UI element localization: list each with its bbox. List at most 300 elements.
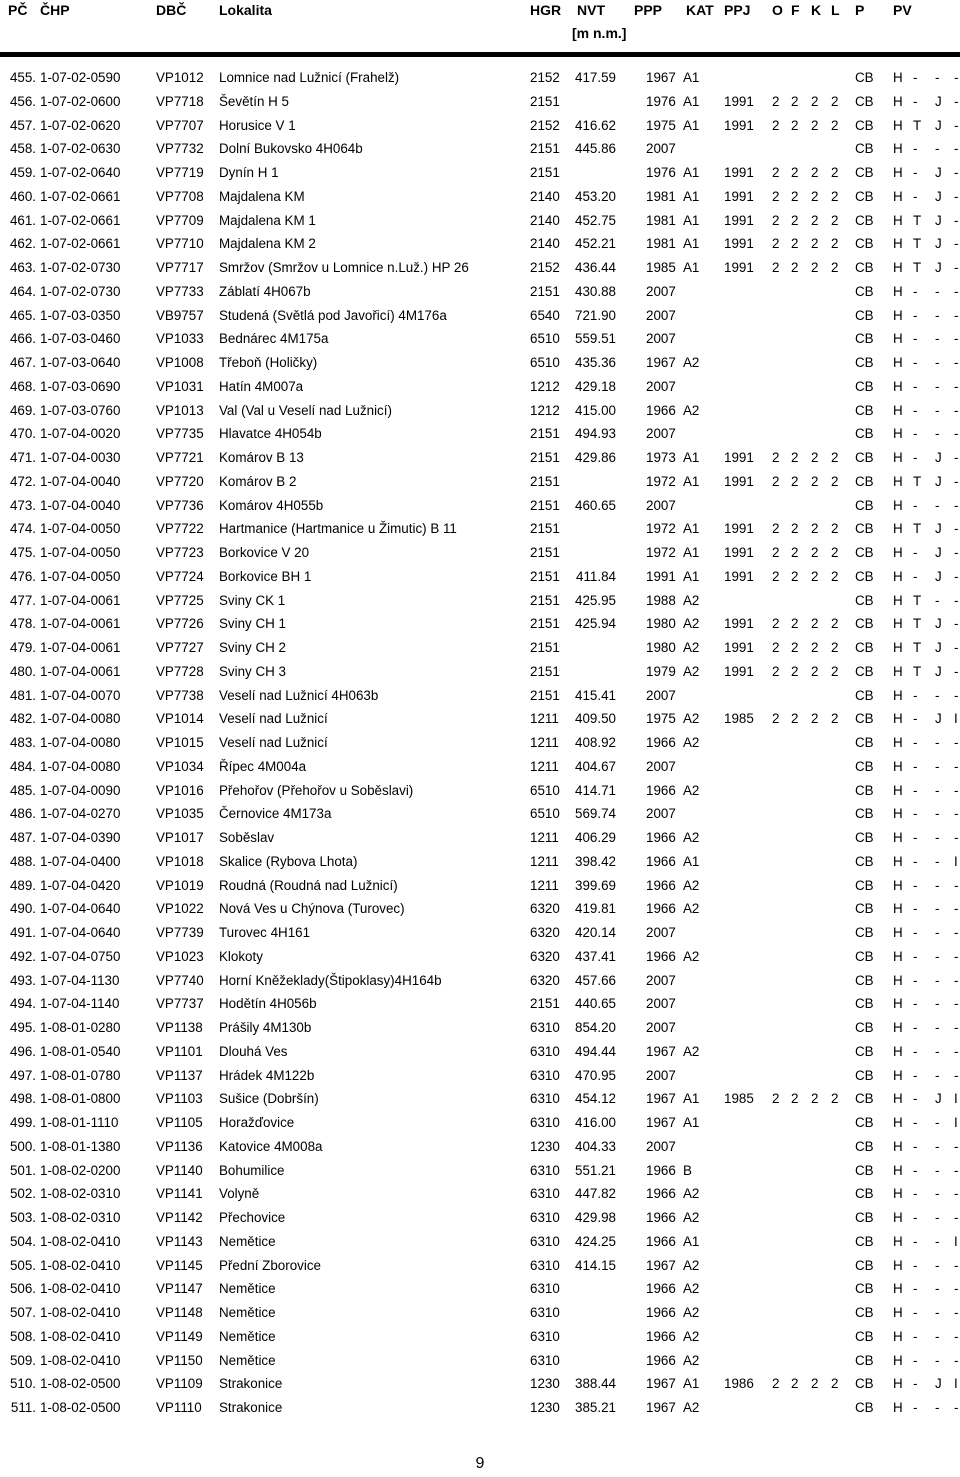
cell-ppp: 1966 bbox=[646, 402, 676, 418]
cell-pc: 508. bbox=[9, 1328, 36, 1344]
cell-p: CB bbox=[855, 1376, 874, 1392]
cell-pv3: - bbox=[935, 1233, 940, 1249]
table-row bbox=[0, 114, 960, 138]
cell-lok: Sviny CK 1 bbox=[219, 592, 286, 608]
cell-pc: 486. bbox=[9, 806, 36, 822]
cell-lok: Záblatí 4H067b bbox=[219, 283, 311, 299]
cell-hgr: 6310 bbox=[530, 1305, 560, 1320]
cell-pv1: H bbox=[893, 830, 903, 845]
cell-hgr: 2151 bbox=[530, 640, 560, 655]
cell-lok: Borkovice V 20 bbox=[219, 545, 310, 560]
cell-lok: Veselí nad Lužnicí bbox=[219, 711, 328, 727]
cell-chp: 1-08-02-0410 bbox=[40, 1233, 121, 1249]
cell-hgr: 6310 bbox=[530, 1233, 560, 1249]
cell-pc: 497. bbox=[9, 1067, 36, 1083]
cell-chp: 1-07-02-0590 bbox=[40, 70, 121, 85]
table-row bbox=[0, 375, 960, 399]
cell-dbc: VP1033 bbox=[156, 331, 204, 347]
cell-chp: 1-07-02-0730 bbox=[40, 283, 121, 299]
cell-pc: 458. bbox=[9, 141, 36, 157]
cell-pc: 502. bbox=[9, 1186, 36, 1202]
cell-chp: 1-08-01-0780 bbox=[40, 1067, 121, 1083]
table-row bbox=[0, 1087, 960, 1111]
header-chp: ČHP bbox=[40, 2, 70, 18]
cell-pv4: - bbox=[954, 948, 959, 964]
cell-l: 2 bbox=[831, 1376, 839, 1392]
cell-pv3: - bbox=[935, 70, 940, 85]
cell-dbc: VP7732 bbox=[156, 141, 204, 157]
table-row bbox=[0, 1301, 960, 1325]
cell-ppp: 2007 bbox=[646, 996, 676, 1012]
cell-nvt: 419.81 bbox=[575, 901, 616, 917]
cell-o: 2 bbox=[772, 545, 780, 560]
cell-pv4: - bbox=[954, 616, 959, 632]
cell-p: CB bbox=[855, 450, 874, 465]
cell-ppp: 1967 bbox=[646, 1257, 676, 1273]
cell-ppp: 1972 bbox=[646, 545, 676, 560]
cell-dbc: VP7728 bbox=[156, 663, 204, 679]
cell-p: CB bbox=[855, 283, 874, 299]
cell-nvt: 416.62 bbox=[575, 117, 616, 133]
cell-chp: 1-07-04-0040 bbox=[40, 497, 121, 513]
table-row bbox=[0, 897, 960, 921]
cell-pv3: J bbox=[935, 663, 942, 679]
cell-pv2: - bbox=[913, 307, 918, 323]
cell-pv2: - bbox=[913, 141, 918, 157]
cell-pv3: - bbox=[935, 806, 940, 822]
cell-chp: 1-08-01-0800 bbox=[40, 1091, 121, 1107]
header-pc: PČ bbox=[8, 2, 28, 18]
cell-pv2: T bbox=[913, 592, 922, 608]
cell-hgr: 1212 bbox=[530, 378, 560, 394]
cell-pc: 476. bbox=[9, 568, 36, 584]
cell-nvt: 429.18 bbox=[575, 378, 616, 394]
cell-pc: 484. bbox=[9, 758, 36, 774]
cell-lok: Komárov B 13 bbox=[219, 450, 304, 465]
cell-k: 2 bbox=[811, 212, 819, 228]
table-row bbox=[0, 351, 960, 375]
cell-dbc: VP1012 bbox=[156, 70, 204, 85]
cell-pv4: - bbox=[954, 236, 959, 252]
table-row bbox=[0, 66, 960, 90]
cell-pv1: H bbox=[893, 663, 903, 679]
cell-dbc: VP7719 bbox=[156, 165, 204, 180]
cell-pv2: - bbox=[913, 426, 918, 442]
cell-pv4: - bbox=[954, 1138, 959, 1154]
cell-p: CB bbox=[855, 1305, 874, 1320]
cell-ppp: 2007 bbox=[646, 972, 676, 988]
cell-ppp: 2007 bbox=[646, 1020, 676, 1035]
cell-lok: Horní Kněžeklady(Štipoklasy)4H164b bbox=[219, 972, 442, 988]
cell-p: CB bbox=[855, 1020, 874, 1035]
cell-ppp: 1975 bbox=[646, 117, 676, 133]
cell-pv1: H bbox=[893, 1020, 903, 1035]
cell-kat: A1 bbox=[683, 1091, 700, 1107]
cell-lok: Klokoty bbox=[219, 948, 263, 964]
cell-pv2: - bbox=[913, 782, 918, 798]
cell-hgr: 6510 bbox=[530, 806, 560, 822]
cell-dbc: VP7718 bbox=[156, 93, 204, 109]
cell-k: 2 bbox=[811, 1376, 819, 1392]
cell-pc: 466. bbox=[9, 331, 36, 347]
cell-o: 2 bbox=[772, 117, 780, 133]
cell-lok: Majdalena KM bbox=[219, 188, 305, 204]
cell-ppp: 1966 bbox=[646, 877, 676, 893]
cell-pv4: - bbox=[954, 1400, 959, 1415]
cell-pv3: J bbox=[935, 568, 942, 584]
cell-chp: 1-08-02-0410 bbox=[40, 1281, 121, 1297]
cell-pv2: - bbox=[913, 1186, 918, 1202]
cell-l: 2 bbox=[831, 212, 839, 228]
table-row bbox=[0, 779, 960, 803]
cell-pv1: H bbox=[893, 782, 903, 798]
cell-ppp: 1966 bbox=[646, 1305, 676, 1320]
cell-pv1: H bbox=[893, 1257, 903, 1273]
cell-pv2: - bbox=[913, 1067, 918, 1083]
cell-lok: Veselí nad Lužnicí 4H063b bbox=[219, 687, 379, 703]
cell-pv2: - bbox=[913, 1043, 918, 1059]
cell-pv3: - bbox=[935, 972, 940, 988]
cell-pv4: - bbox=[954, 70, 959, 85]
cell-f: 2 bbox=[791, 521, 799, 537]
cell-dbc: VP7736 bbox=[156, 497, 204, 513]
cell-ppp: 1981 bbox=[646, 188, 676, 204]
cell-pv1: H bbox=[893, 806, 903, 822]
cell-pv2: T bbox=[913, 473, 922, 489]
cell-dbc: VP7707 bbox=[156, 117, 204, 133]
cell-ppp: 1981 bbox=[646, 236, 676, 252]
cell-pv2: - bbox=[913, 996, 918, 1012]
table-row bbox=[0, 1372, 960, 1396]
cell-pv3: - bbox=[935, 1186, 940, 1202]
cell-f: 2 bbox=[791, 450, 799, 465]
cell-chp: 1-08-01-1380 bbox=[40, 1138, 121, 1154]
cell-ppj: 1991 bbox=[724, 521, 754, 537]
cell-lok: Ševětín H 5 bbox=[219, 93, 289, 109]
table-row bbox=[0, 1135, 960, 1159]
cell-pv2: - bbox=[913, 1210, 918, 1225]
cell-dbc: VP1035 bbox=[156, 806, 204, 822]
cell-pv4: - bbox=[954, 1067, 959, 1083]
cell-pc: 481. bbox=[9, 687, 36, 703]
cell-pv1: H bbox=[893, 901, 903, 917]
cell-dbc: VP1018 bbox=[156, 853, 204, 869]
cell-chp: 1-07-04-0390 bbox=[40, 830, 121, 845]
cell-lok: Třeboň (Holičky) bbox=[219, 355, 318, 370]
cell-nvt: 408.92 bbox=[575, 735, 616, 750]
cell-pv1: H bbox=[893, 188, 903, 204]
cell-p: CB bbox=[855, 782, 874, 798]
cell-p: CB bbox=[855, 378, 874, 394]
cell-lok: Borkovice BH 1 bbox=[219, 568, 312, 584]
cell-chp: 1-07-04-0270 bbox=[40, 806, 121, 822]
cell-kat: A2 bbox=[683, 711, 700, 727]
table-row bbox=[0, 1182, 960, 1206]
cell-pc: 459. bbox=[9, 165, 36, 180]
cell-chp: 1-07-02-0661 bbox=[40, 188, 121, 204]
cell-lok: Prášily 4M130b bbox=[219, 1020, 312, 1035]
header-dbc: DBČ bbox=[156, 2, 187, 18]
cell-chp: 1-07-02-0661 bbox=[40, 236, 121, 252]
cell-p: CB bbox=[855, 1352, 874, 1368]
cell-pv1: H bbox=[893, 1305, 903, 1320]
cell-ppp: 1967 bbox=[646, 1115, 676, 1130]
cell-o: 2 bbox=[772, 93, 780, 109]
cell-p: CB bbox=[855, 117, 874, 133]
cell-chp: 1-07-04-0640 bbox=[40, 901, 121, 917]
cell-pv4: - bbox=[954, 307, 959, 323]
cell-pv3: J bbox=[935, 117, 942, 133]
cell-dbc: VP1136 bbox=[156, 1138, 203, 1154]
cell-p: CB bbox=[855, 307, 874, 323]
cell-ppj: 1991 bbox=[724, 260, 754, 275]
cell-nvt: 414.15 bbox=[575, 1257, 616, 1273]
cell-l: 2 bbox=[831, 117, 839, 133]
cell-pv4: - bbox=[954, 1281, 959, 1297]
cell-pv1: H bbox=[893, 925, 903, 940]
cell-ppj: 1991 bbox=[724, 236, 754, 252]
cell-pv2: - bbox=[913, 1233, 918, 1249]
table-row bbox=[0, 612, 960, 636]
cell-k: 2 bbox=[811, 521, 819, 537]
cell-hgr: 1230 bbox=[530, 1376, 560, 1392]
cell-pv1: H bbox=[893, 521, 903, 537]
cell-lok: Nemětice bbox=[219, 1352, 276, 1368]
cell-chp: 1-07-04-0030 bbox=[40, 450, 121, 465]
cell-pv2: T bbox=[913, 663, 922, 679]
cell-nvt: 415.00 bbox=[575, 402, 616, 418]
table-header bbox=[0, 0, 960, 46]
cell-k: 2 bbox=[811, 93, 819, 109]
cell-pv2: - bbox=[913, 853, 918, 869]
header-l: L bbox=[831, 2, 840, 18]
cell-f: 2 bbox=[791, 236, 799, 252]
cell-dbc: VP1147 bbox=[156, 1281, 203, 1297]
table-row bbox=[0, 1206, 960, 1230]
cell-nvt: 452.75 bbox=[575, 212, 616, 228]
cell-p: CB bbox=[855, 1138, 874, 1154]
cell-pv4: - bbox=[954, 925, 959, 940]
cell-chp: 1-07-04-0090 bbox=[40, 782, 121, 798]
header-nvt-unit: [m n.m.] bbox=[572, 25, 627, 41]
cell-chp: 1-07-04-0061 bbox=[40, 663, 121, 679]
cell-kat: B bbox=[683, 1162, 692, 1178]
cell-pv2: - bbox=[913, 188, 918, 204]
cell-p: CB bbox=[855, 948, 874, 964]
cell-pv4: - bbox=[954, 640, 959, 655]
cell-pv4: - bbox=[954, 972, 959, 988]
cell-kat: A1 bbox=[683, 70, 700, 85]
cell-lok: Hrádek 4M122b bbox=[219, 1067, 315, 1083]
cell-pc: 501. bbox=[9, 1162, 36, 1178]
cell-pv3: - bbox=[935, 355, 940, 370]
cell-kat: A1 bbox=[683, 1233, 700, 1249]
cell-ppp: 1975 bbox=[646, 711, 676, 727]
cell-chp: 1-08-01-0280 bbox=[40, 1020, 121, 1035]
table-row bbox=[0, 494, 960, 518]
cell-pv3: - bbox=[935, 402, 940, 418]
cell-dbc: VP1008 bbox=[156, 355, 204, 370]
cell-ppp: 1966 bbox=[646, 1233, 676, 1249]
cell-pv1: H bbox=[893, 378, 903, 394]
cell-pv2: T bbox=[913, 616, 922, 632]
cell-pc: 456. bbox=[9, 93, 36, 109]
cell-pv3: J bbox=[935, 188, 942, 204]
cell-ppp: 1966 bbox=[646, 782, 676, 798]
table-row bbox=[0, 1040, 960, 1064]
cell-p: CB bbox=[855, 901, 874, 917]
cell-ppj: 1991 bbox=[724, 473, 754, 489]
cell-chp: 1-07-02-0730 bbox=[40, 260, 121, 275]
cell-kat: A1 bbox=[683, 545, 700, 560]
cell-lok: Komárov B 2 bbox=[219, 473, 297, 489]
cell-p: CB bbox=[855, 426, 874, 442]
cell-ppp: 1966 bbox=[646, 1162, 676, 1178]
cell-ppj: 1985 bbox=[724, 711, 754, 727]
header-lokalita: Lokalita bbox=[219, 2, 272, 18]
cell-nvt: 460.65 bbox=[575, 497, 616, 513]
table-row bbox=[0, 755, 960, 779]
cell-pv3: - bbox=[935, 853, 940, 869]
cell-lok: Dolní Bukovsko 4H064b bbox=[219, 141, 363, 157]
cell-hgr: 2152 bbox=[530, 260, 560, 275]
cell-pc: 488. bbox=[9, 853, 36, 869]
table-row bbox=[0, 1230, 960, 1254]
cell-hgr: 6310 bbox=[530, 1352, 560, 1368]
cell-lok: Soběslav bbox=[219, 830, 275, 845]
cell-pv2: - bbox=[913, 1281, 918, 1297]
cell-pv2: - bbox=[913, 402, 918, 418]
cell-kat: A1 bbox=[683, 260, 700, 275]
cell-ppp: 1967 bbox=[646, 1376, 676, 1392]
cell-pv4: - bbox=[954, 141, 959, 157]
cell-pv3: J bbox=[935, 212, 942, 228]
cell-ppj: 1985 bbox=[724, 1091, 754, 1107]
cell-hgr: 6320 bbox=[530, 972, 560, 988]
cell-dbc: VP1023 bbox=[156, 948, 204, 964]
cell-nvt: 453.20 bbox=[575, 188, 616, 204]
cell-pv3: J bbox=[935, 711, 942, 727]
cell-chp: 1-07-04-0061 bbox=[40, 616, 121, 632]
cell-lok: Val (Val u Veselí nad Lužnicí) bbox=[219, 402, 392, 418]
cell-pv2: - bbox=[913, 1162, 918, 1178]
cell-p: CB bbox=[855, 853, 874, 869]
table-row bbox=[0, 1159, 960, 1183]
cell-lok: Černovice 4M173a bbox=[219, 806, 332, 822]
cell-kat: A2 bbox=[683, 1305, 700, 1320]
cell-pv1: H bbox=[893, 70, 903, 85]
header-nvt: NVT bbox=[577, 2, 605, 18]
table-row bbox=[0, 517, 960, 541]
table-row bbox=[0, 90, 960, 114]
cell-dbc: VP7740 bbox=[156, 972, 204, 988]
cell-pv3: - bbox=[935, 877, 940, 893]
cell-p: CB bbox=[855, 331, 874, 347]
cell-dbc: VP7727 bbox=[156, 640, 204, 655]
cell-hgr: 1230 bbox=[530, 1400, 560, 1415]
cell-hgr: 6510 bbox=[530, 331, 560, 347]
cell-pv1: H bbox=[893, 307, 903, 323]
cell-pc: 474. bbox=[9, 521, 36, 537]
cell-lok: Bednárec 4M175a bbox=[219, 331, 329, 347]
cell-chp: 1-08-02-0410 bbox=[40, 1257, 121, 1273]
cell-pv3: - bbox=[935, 1257, 940, 1273]
table-row bbox=[0, 232, 960, 256]
cell-chp: 1-07-04-0061 bbox=[40, 640, 121, 655]
cell-pv1: H bbox=[893, 355, 903, 370]
cell-pv1: H bbox=[893, 165, 903, 180]
cell-pv4: - bbox=[954, 117, 959, 133]
cell-lok: Smržov (Smržov u Lomnice n.Luž.) HP 26 bbox=[219, 260, 469, 275]
cell-nvt: 551.21 bbox=[575, 1162, 616, 1178]
cell-ppp: 1967 bbox=[646, 355, 676, 370]
cell-hgr: 6310 bbox=[530, 1043, 560, 1059]
cell-pc: 489. bbox=[9, 877, 36, 893]
cell-chp: 1-08-02-0410 bbox=[40, 1305, 121, 1320]
cell-pc: 482. bbox=[9, 711, 36, 727]
cell-chp: 1-07-04-0050 bbox=[40, 545, 121, 560]
cell-hgr: 6310 bbox=[530, 1162, 560, 1178]
cell-pv1: H bbox=[893, 1352, 903, 1368]
cell-chp: 1-07-04-0061 bbox=[40, 592, 121, 608]
cell-hgr: 2152 bbox=[530, 117, 560, 133]
cell-pv4: - bbox=[954, 473, 959, 489]
cell-pv2: - bbox=[913, 70, 918, 85]
cell-hgr: 6320 bbox=[530, 901, 560, 917]
cell-pv1: H bbox=[893, 592, 903, 608]
cell-ppp: 1967 bbox=[646, 1091, 676, 1107]
cell-pv2: - bbox=[913, 378, 918, 394]
cell-l: 2 bbox=[831, 165, 839, 180]
cell-pv3: J bbox=[935, 1091, 942, 1107]
cell-pv1: H bbox=[893, 758, 903, 774]
cell-nvt: 385.21 bbox=[575, 1400, 616, 1415]
cell-lok: Horažďovice bbox=[219, 1115, 295, 1130]
table-row bbox=[0, 1016, 960, 1040]
cell-nvt: 452.21 bbox=[575, 236, 616, 252]
cell-dbc: VP7717 bbox=[156, 260, 204, 275]
cell-hgr: 6310 bbox=[530, 1210, 560, 1225]
cell-pv2: - bbox=[913, 355, 918, 370]
cell-chp: 1-07-04-0050 bbox=[40, 521, 121, 537]
cell-pv1: H bbox=[893, 616, 903, 632]
table-row bbox=[0, 280, 960, 304]
cell-pv2: - bbox=[913, 925, 918, 940]
cell-nvt: 569.74 bbox=[575, 806, 616, 822]
cell-pv4: - bbox=[954, 901, 959, 917]
cell-pv4: - bbox=[954, 1043, 959, 1059]
cell-pv4: - bbox=[954, 735, 959, 750]
cell-k: 2 bbox=[811, 711, 819, 727]
cell-chp: 1-08-01-0540 bbox=[40, 1043, 121, 1059]
cell-pv2: - bbox=[913, 1376, 918, 1392]
cell-lok: Majdalena KM 1 bbox=[219, 212, 316, 228]
cell-kat: A2 bbox=[683, 1328, 700, 1344]
cell-pv1: H bbox=[893, 212, 903, 228]
cell-p: CB bbox=[855, 972, 874, 988]
cell-p: CB bbox=[855, 188, 874, 204]
cell-dbc: VP1142 bbox=[156, 1210, 203, 1225]
cell-pv1: H bbox=[893, 1067, 903, 1083]
cell-p: CB bbox=[855, 497, 874, 513]
cell-pv1: H bbox=[893, 711, 903, 727]
cell-kat: A1 bbox=[683, 521, 700, 537]
cell-o: 2 bbox=[772, 236, 780, 252]
cell-k: 2 bbox=[811, 640, 819, 655]
cell-nvt: 414.71 bbox=[575, 782, 616, 798]
cell-nvt: 436.44 bbox=[575, 260, 616, 275]
table-row bbox=[0, 969, 960, 993]
